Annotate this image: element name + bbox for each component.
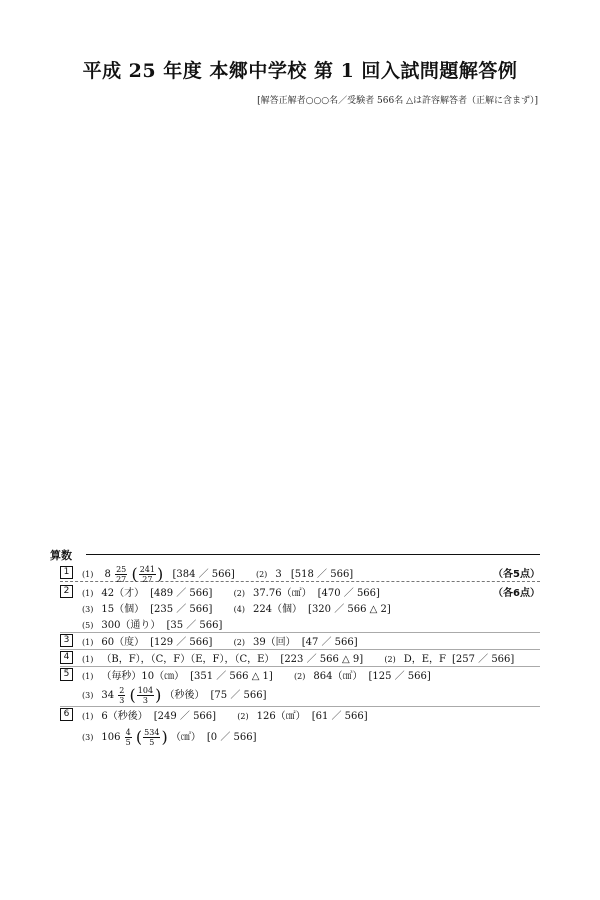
answer-2-3: (3) 15（個） [235 ／ 566]	[82, 604, 213, 615]
question-number: 5	[60, 668, 73, 681]
answer-2-2: (2) 37.76（㎠） [470 ／ 566]	[233, 588, 380, 599]
answer-2-1: (1) 42（才） [489 ／ 566]	[82, 588, 213, 599]
answer-6-1: (1) 6（秒後） [249 ／ 566]	[82, 711, 217, 722]
answer-2-4: (4) 224（個） [320 ／ 566 △ 2]	[233, 604, 391, 615]
answer-6-3: (3) 106 $\frac{4}{5}$ ( $\frac{534}{5}$ ) （㎤） [0 ／ 566]	[82, 727, 257, 747]
answer-2-5: (5) 300（通り） [35 ／ 566]	[82, 620, 223, 631]
answer-4-1: (1) （B，F），（C，F）（E，F），（C，E） [223 ／ 566 △ 9]	[82, 654, 364, 665]
answer-stat: [384 ／ 566]	[172, 569, 235, 580]
question-3-row	[60, 633, 540, 650]
question-6-row	[60, 707, 540, 723]
points-badge: （各6点）	[493, 588, 540, 599]
answer-3-2: (2) 39（回） [47 ／ 566]	[233, 637, 358, 648]
answer-stats-note: [解答正解者○○○名／受験者 566名 △は許容解答者（正解に含まず）]	[257, 96, 538, 106]
question-5-row	[60, 667, 540, 683]
question-number: 2	[60, 585, 73, 598]
answer-5-3: (3) 34 $\frac{2}{3}$ ( $\frac{104}{3}$ ) （秒後） [75 ／ 566]	[82, 685, 267, 705]
question-number: 3	[60, 634, 73, 647]
section-label: 算数	[50, 549, 72, 562]
question-number: 1	[60, 566, 73, 579]
answer-3-1: (1) 60（度） [129 ／ 566]	[82, 637, 213, 648]
question-number: 4	[60, 651, 73, 664]
question-5-row-b	[60, 686, 540, 707]
answer-4-2: (2) D，E，F [257 ／ 566]	[384, 654, 515, 665]
section-header	[50, 547, 540, 563]
page-title: 平成 25 年度 本郷中学校 第 1 回入試問題解答例	[82, 60, 518, 82]
question-1-row	[60, 565, 540, 582]
answer-1-1: (1) 8 $\frac{25}{27}$ ( $\frac{241}{27}$ ) [384 ／ 566]	[82, 564, 235, 584]
answer-6-2: (2) 126（㎠） [61 ／ 566]	[237, 711, 368, 722]
question-2-row-c	[60, 616, 540, 633]
section-rule	[86, 554, 540, 555]
answer-1-2: (2) 3 [518 ／ 566]	[255, 569, 354, 580]
question-4-row	[60, 650, 540, 667]
fraction: $\frac{25}{27}$	[116, 565, 127, 584]
answer-5-1: (1) （毎秒）10（㎝） [351 ／ 566 △ 1]	[82, 671, 273, 682]
question-number: 6	[60, 708, 73, 721]
answer-5-2: (2) 864（㎤） [125 ／ 566]	[294, 671, 431, 682]
question-2-row-b	[60, 600, 540, 616]
fraction-alt: $\frac{241}{27}$	[139, 565, 155, 584]
points-badge: （各5点）	[493, 569, 540, 580]
question-2-row	[60, 584, 540, 600]
question-6-row-b	[60, 728, 540, 748]
